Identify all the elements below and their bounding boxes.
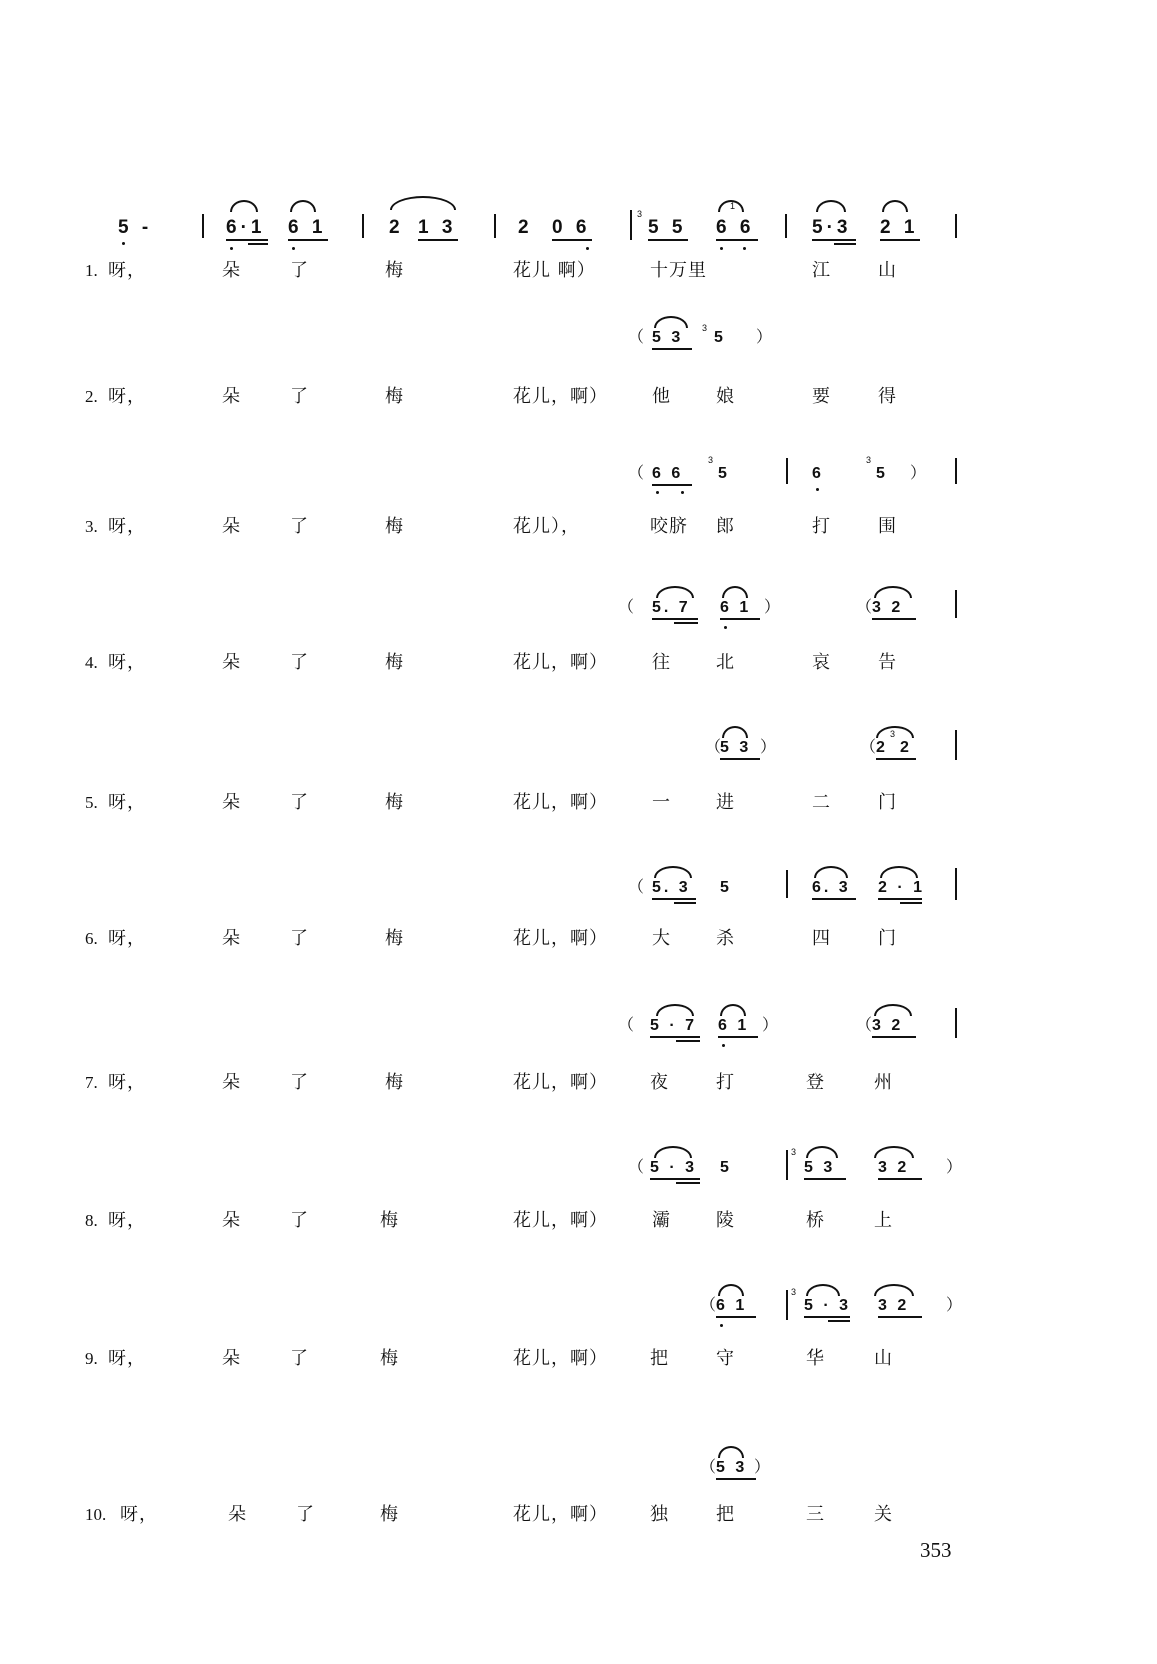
lyric: 大 [652, 928, 671, 949]
lyric: 夜 [650, 1072, 669, 1093]
grace-note: 3 [637, 209, 643, 219]
lyric: 梅 [380, 1210, 399, 1231]
lyric: 花儿，啊） [513, 792, 608, 813]
paren: （ [856, 599, 873, 616]
lyric: 郎 [716, 516, 735, 537]
grace-note: 3 [702, 323, 708, 333]
lyric: 花儿，啊） [513, 652, 608, 673]
slur [814, 866, 848, 878]
barline [202, 214, 204, 238]
underline [650, 1036, 700, 1038]
lyric: 朵 [222, 260, 241, 281]
note-group: 5 [876, 465, 888, 482]
underline [716, 1316, 756, 1318]
underline [878, 1178, 922, 1180]
lyric: 哀 [812, 652, 831, 673]
grace-note: 3 [791, 1147, 797, 1157]
note-group: 6. 3 [812, 879, 851, 896]
barline [786, 1150, 788, 1180]
note-group: 1 3 [418, 217, 457, 238]
paren: （ [628, 1159, 645, 1176]
lyric: 呀， [108, 928, 146, 949]
lyric: 了 [290, 386, 309, 407]
lyric: 州 [874, 1072, 893, 1093]
barline [955, 730, 957, 760]
underline [652, 484, 692, 486]
slur [656, 1004, 694, 1016]
paren: ） [910, 465, 927, 482]
verse-number: 10. [85, 1505, 107, 1524]
low-octave-dot [656, 491, 659, 494]
note-group: 3 2 [878, 1159, 910, 1176]
verse-number: 8. [85, 1211, 98, 1230]
lyric: 花儿 啊） [513, 260, 596, 281]
underline [804, 1178, 846, 1180]
slur [230, 200, 258, 212]
barline [362, 214, 364, 238]
paren: （ [628, 465, 645, 482]
underline [804, 1316, 850, 1318]
verse-number: 1. [85, 261, 98, 280]
note-group: 5 3 [716, 1459, 748, 1476]
lyric: 了 [290, 792, 309, 813]
note-group: 3 2 [878, 1297, 910, 1314]
barline [630, 210, 632, 240]
lyric: 围 [878, 516, 897, 537]
grace-note: 3 [791, 1287, 797, 1297]
note-group: 5. 3 [652, 879, 691, 896]
lyric: 花儿，啊） [513, 1210, 608, 1231]
lyric: 呀， [108, 792, 146, 813]
underline [878, 1316, 922, 1318]
note-group: 6 1 [718, 1017, 750, 1034]
lyric: 关 [874, 1504, 893, 1525]
paren: （ [628, 329, 645, 346]
low-octave-dot [720, 1324, 723, 1327]
barline [786, 458, 788, 484]
lyric: 上 [874, 1210, 893, 1231]
barline [494, 214, 496, 238]
lyric: 呀， [108, 652, 146, 673]
lyric: 山 [874, 1348, 893, 1369]
note-group: 2 [876, 739, 888, 756]
lyric: 朵 [222, 386, 241, 407]
underline [828, 1320, 850, 1322]
underline [716, 239, 758, 241]
lyric: 他 [652, 386, 671, 407]
slur [654, 316, 688, 328]
lyric: 往 [652, 652, 671, 673]
lyric: 呀， [108, 260, 146, 281]
low-octave-dot [743, 247, 746, 250]
note-group: 2 1 [880, 217, 919, 238]
barline [955, 1008, 957, 1038]
slur [722, 726, 748, 738]
slur [874, 1004, 912, 1016]
note-group: 5 [720, 1159, 732, 1176]
note-group: 5 3 [652, 329, 684, 346]
lyric: 梅 [385, 1072, 404, 1093]
low-octave-dot [122, 242, 125, 245]
note-group: 5 [720, 879, 732, 896]
note-group: 5 · 3 [804, 1297, 852, 1314]
underline [878, 898, 922, 900]
note-group: 5 5 [648, 217, 687, 238]
grace-note: 3 [866, 455, 872, 465]
paren: （ [700, 1459, 717, 1476]
page-number: 353 [920, 1538, 952, 1562]
slur [290, 200, 316, 212]
note-group: 3 2 [872, 1017, 904, 1034]
lyric: 登 [806, 1072, 825, 1093]
note-group: 5 - [118, 217, 153, 238]
slur [806, 1146, 838, 1158]
lyric: 山 [878, 260, 897, 281]
verse-number: 6. [85, 929, 98, 948]
lyric: 了 [290, 1348, 309, 1369]
underline [718, 1036, 758, 1038]
underline [652, 898, 696, 900]
lyric: 梅 [380, 1348, 399, 1369]
note-group: 6 1 [288, 217, 327, 238]
paren: （ [618, 1017, 635, 1034]
underline [674, 622, 698, 624]
verse-number: 7. [85, 1073, 98, 1092]
paren: ） [756, 329, 773, 346]
barline [955, 590, 957, 618]
lyric: 把 [716, 1504, 735, 1525]
lyric: 花儿，啊） [513, 386, 608, 407]
lyric: 北 [716, 652, 735, 673]
lyric: 朵 [222, 792, 241, 813]
lyric: 梅 [385, 516, 404, 537]
lyric: 梅 [380, 1504, 399, 1525]
paren: （ [856, 1017, 873, 1034]
lyric: 进 [716, 792, 735, 813]
note-group: 0 6 [552, 217, 591, 238]
paren: （ [628, 879, 645, 896]
lyric: 二 [812, 792, 831, 813]
lyric: 朵 [222, 928, 241, 949]
underline [674, 902, 696, 904]
lyric: 朵 [222, 652, 241, 673]
lyric: 独 [650, 1504, 669, 1525]
low-octave-dot [722, 1044, 725, 1047]
note-group: 6 1 [720, 599, 752, 616]
paren: ） [764, 599, 781, 616]
barline [955, 458, 957, 484]
note-group: 6 [812, 465, 824, 482]
lyric: 呀， [108, 386, 146, 407]
lyric: 朵 [222, 1072, 241, 1093]
note-group: 5 · 3 [650, 1159, 698, 1176]
paren: ） [946, 1159, 963, 1176]
underline [552, 239, 592, 241]
note-group: 5 3 [720, 739, 752, 756]
underline [652, 618, 698, 620]
lyric: 四 [812, 928, 831, 949]
lyric: 了 [290, 516, 309, 537]
underline [834, 243, 856, 245]
note-group: 2 [518, 217, 533, 238]
lyric: 梅 [385, 928, 404, 949]
note-group: 6 6 [716, 217, 755, 238]
lyric: 一 [652, 792, 671, 813]
underline [876, 758, 916, 760]
grace-note: 1 [730, 201, 736, 211]
underline [872, 1036, 916, 1038]
lyric: 朵 [222, 516, 241, 537]
paren: （ [618, 599, 635, 616]
underline [676, 1182, 700, 1184]
note-group: 5 · 7 [650, 1017, 698, 1034]
low-octave-dot [586, 247, 589, 250]
slur [718, 1446, 744, 1458]
lyric: 花儿）， [513, 516, 580, 537]
paren: ） [754, 1459, 771, 1476]
slur [390, 196, 456, 210]
lyric: 陵 [716, 1210, 735, 1231]
slur [722, 586, 748, 598]
lyric: 灞 [652, 1210, 671, 1231]
lyric: 三 [806, 1504, 825, 1525]
note-group: 2 [900, 739, 912, 756]
lyric: 咬脐 [650, 516, 688, 537]
slur [654, 866, 692, 878]
lyric: 守 [716, 1348, 735, 1369]
low-octave-dot [816, 488, 819, 491]
lyric: 打 [812, 516, 831, 537]
lyric: 花儿，啊） [513, 928, 608, 949]
paren: ） [762, 1017, 779, 1034]
underline [652, 348, 692, 350]
lyric: 花儿，啊） [513, 1072, 608, 1093]
slur [882, 200, 908, 212]
lyric: 呀， [108, 1072, 146, 1093]
barline [955, 868, 957, 900]
lyric: 娘 [716, 386, 735, 407]
slur [874, 1146, 914, 1158]
slur [880, 866, 918, 878]
slur [816, 200, 846, 212]
lyric: 了 [290, 260, 309, 281]
note-group: 5 [714, 329, 726, 346]
lyric: 呀， [108, 1348, 146, 1369]
verse-number: 3. [85, 517, 98, 536]
barline [955, 214, 957, 238]
slur [720, 1004, 746, 1016]
slur [874, 586, 912, 598]
lyric: 门 [878, 928, 897, 949]
barline [785, 214, 787, 238]
lyric: 把 [650, 1348, 669, 1369]
underline [880, 239, 920, 241]
slur [656, 586, 694, 598]
paren: （ [860, 739, 877, 756]
lyric: 打 [716, 1072, 735, 1093]
lyric: 呀， [108, 1210, 146, 1231]
low-octave-dot [230, 247, 233, 250]
verse-number: 4. [85, 653, 98, 672]
slur [654, 1146, 692, 1158]
note-group: 5·3 [812, 217, 852, 238]
lyric: 桥 [806, 1210, 825, 1231]
lyric: 要 [812, 386, 831, 407]
note-group: 2 [389, 217, 404, 238]
lyric: 朵 [222, 1210, 241, 1231]
lyric: 梅 [385, 792, 404, 813]
verse-number: 5. [85, 793, 98, 812]
lyric: 梅 [385, 260, 404, 281]
slur [874, 1284, 914, 1296]
note-group: 5 3 [804, 1159, 836, 1176]
low-octave-dot [724, 626, 727, 629]
note-group: 2 · 1 [878, 879, 926, 896]
lyric: 朵 [222, 1348, 241, 1369]
underline [676, 1040, 700, 1042]
note-group: 6 1 [716, 1297, 748, 1314]
underline [812, 898, 856, 900]
lyric: 呀， [120, 1504, 158, 1525]
lyric: 了 [290, 1072, 309, 1093]
underline [812, 239, 856, 241]
paren: ） [946, 1297, 963, 1314]
underline [650, 1178, 700, 1180]
paren: ） [760, 739, 777, 756]
lyric: 十万里 [650, 260, 707, 281]
grace-note: 3 [708, 455, 714, 465]
lyric: 呀， [108, 516, 146, 537]
lyric: 了 [290, 652, 309, 673]
barline [786, 1290, 788, 1320]
underline [248, 243, 268, 245]
lyric: 朵 [228, 1504, 247, 1525]
paren: （ [705, 739, 722, 756]
note-group: 3 2 [872, 599, 904, 616]
note-group: 5. 7 [652, 599, 691, 616]
lyric: 了 [296, 1504, 315, 1525]
lyric: 告 [878, 652, 897, 673]
lyric: 花儿，啊） [513, 1504, 608, 1525]
underline [720, 618, 760, 620]
slur [718, 1284, 744, 1296]
note-group: 6·1 [226, 217, 266, 238]
paren: （ [700, 1297, 717, 1314]
lyric: 华 [806, 1348, 825, 1369]
underline [900, 902, 922, 904]
low-octave-dot [292, 247, 295, 250]
barline [786, 870, 788, 898]
lyric: 了 [290, 1210, 309, 1231]
underline [648, 239, 688, 241]
lyric: 江 [812, 260, 831, 281]
slur [806, 1284, 840, 1296]
lyric: 得 [878, 386, 897, 407]
lyric: 花儿，啊） [513, 1348, 608, 1369]
lyric: 梅 [385, 652, 404, 673]
note-group: 5 [718, 465, 730, 482]
note-group: 6 6 [652, 465, 684, 482]
lyric: 门 [878, 792, 897, 813]
underline [288, 239, 328, 241]
verse-number: 9. [85, 1349, 98, 1368]
lyric: 杀 [716, 928, 735, 949]
verse-number: 2. [85, 387, 98, 406]
underline [418, 239, 458, 241]
underline [872, 618, 916, 620]
grace-note: 3 [890, 729, 896, 739]
lyric: 了 [290, 928, 309, 949]
lyric: 梅 [385, 386, 404, 407]
low-octave-dot [720, 247, 723, 250]
underline [720, 758, 760, 760]
low-octave-dot [681, 491, 684, 494]
underline [226, 239, 268, 241]
underline [716, 1478, 756, 1480]
